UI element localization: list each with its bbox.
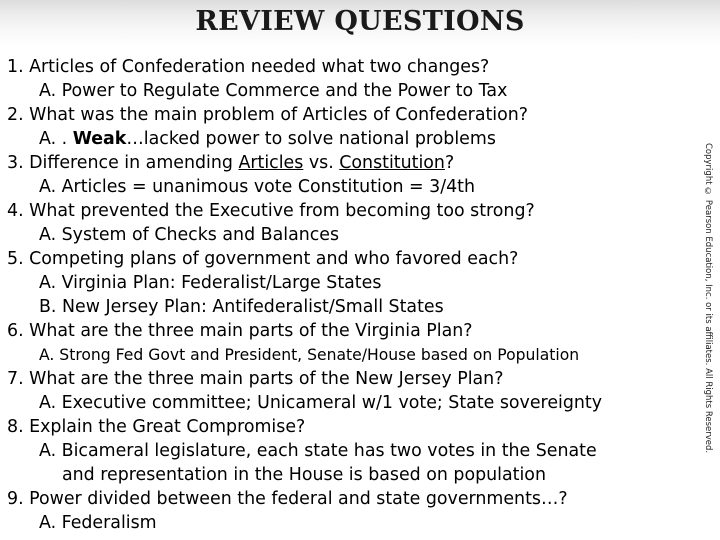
answer-7: A. Executive committee; Unicameral w/1 vote; State sovereignty (39, 393, 603, 413)
question-9: 9. Power divided between the federal and state governments…? (7, 489, 568, 509)
answer-5b: B. New Jersey Plan: Antifederalist/Small States (39, 297, 444, 317)
answer-1: A. Power to Regulate Commerce and the Power to Tax (39, 81, 508, 101)
question-5: 5. Competing plans of government and who favored each? (7, 249, 519, 269)
answer-8-line2: and representation in the House is based on population (62, 465, 546, 485)
question-3-constitution: Constitution (339, 153, 445, 173)
answer-3: A. Articles = unanimous vote Constitution = 3/4th (39, 177, 475, 197)
page-title: REVIEW QUESTIONS (195, 6, 525, 37)
answer-2-rest: …lacked power to solve national problems (126, 129, 496, 149)
question-8: 8. Explain the Great Compromise? (7, 417, 306, 437)
answer-2-prefix: A. . (39, 129, 73, 149)
copyright-notice: Copyright © Pearson Education, Inc. or its affiliates. All Rights Reserved. (703, 143, 713, 454)
question-3-mid: vs. (303, 153, 340, 173)
question-6: 6. What are the three main parts of the Virginia Plan? (7, 321, 473, 341)
question-3 (7, 152, 454, 174)
answer-6: A. Strong Fed Govt and President, Senate/House based on Population (39, 346, 580, 364)
answer-8-line1: A. Bicameral legislature, each state has two votes in the Senate (39, 441, 597, 461)
question-4: 4. What prevented the Executive from becoming too strong? (7, 201, 535, 221)
question-3-suffix: ? (444, 153, 455, 173)
answer-4: A. System of Checks and Balances (39, 225, 340, 245)
question-7: 7. What are the three main parts of the New Jersey Plan? (7, 369, 504, 389)
question-1: 1. Articles of Confederation needed what two changes? (7, 57, 490, 77)
question-2: 2. What was the main problem of Articles of Confederation? (7, 105, 529, 125)
answer-2 (39, 128, 496, 150)
question-3-articles: Articles (238, 153, 304, 173)
answer-9: A. Federalism (39, 513, 157, 533)
answer-2-bold: Weak (72, 129, 127, 149)
answer-5a: A. Virginia Plan: Federalist/Large States (39, 273, 382, 293)
question-3-prefix: 3. Difference in amending (7, 153, 239, 173)
